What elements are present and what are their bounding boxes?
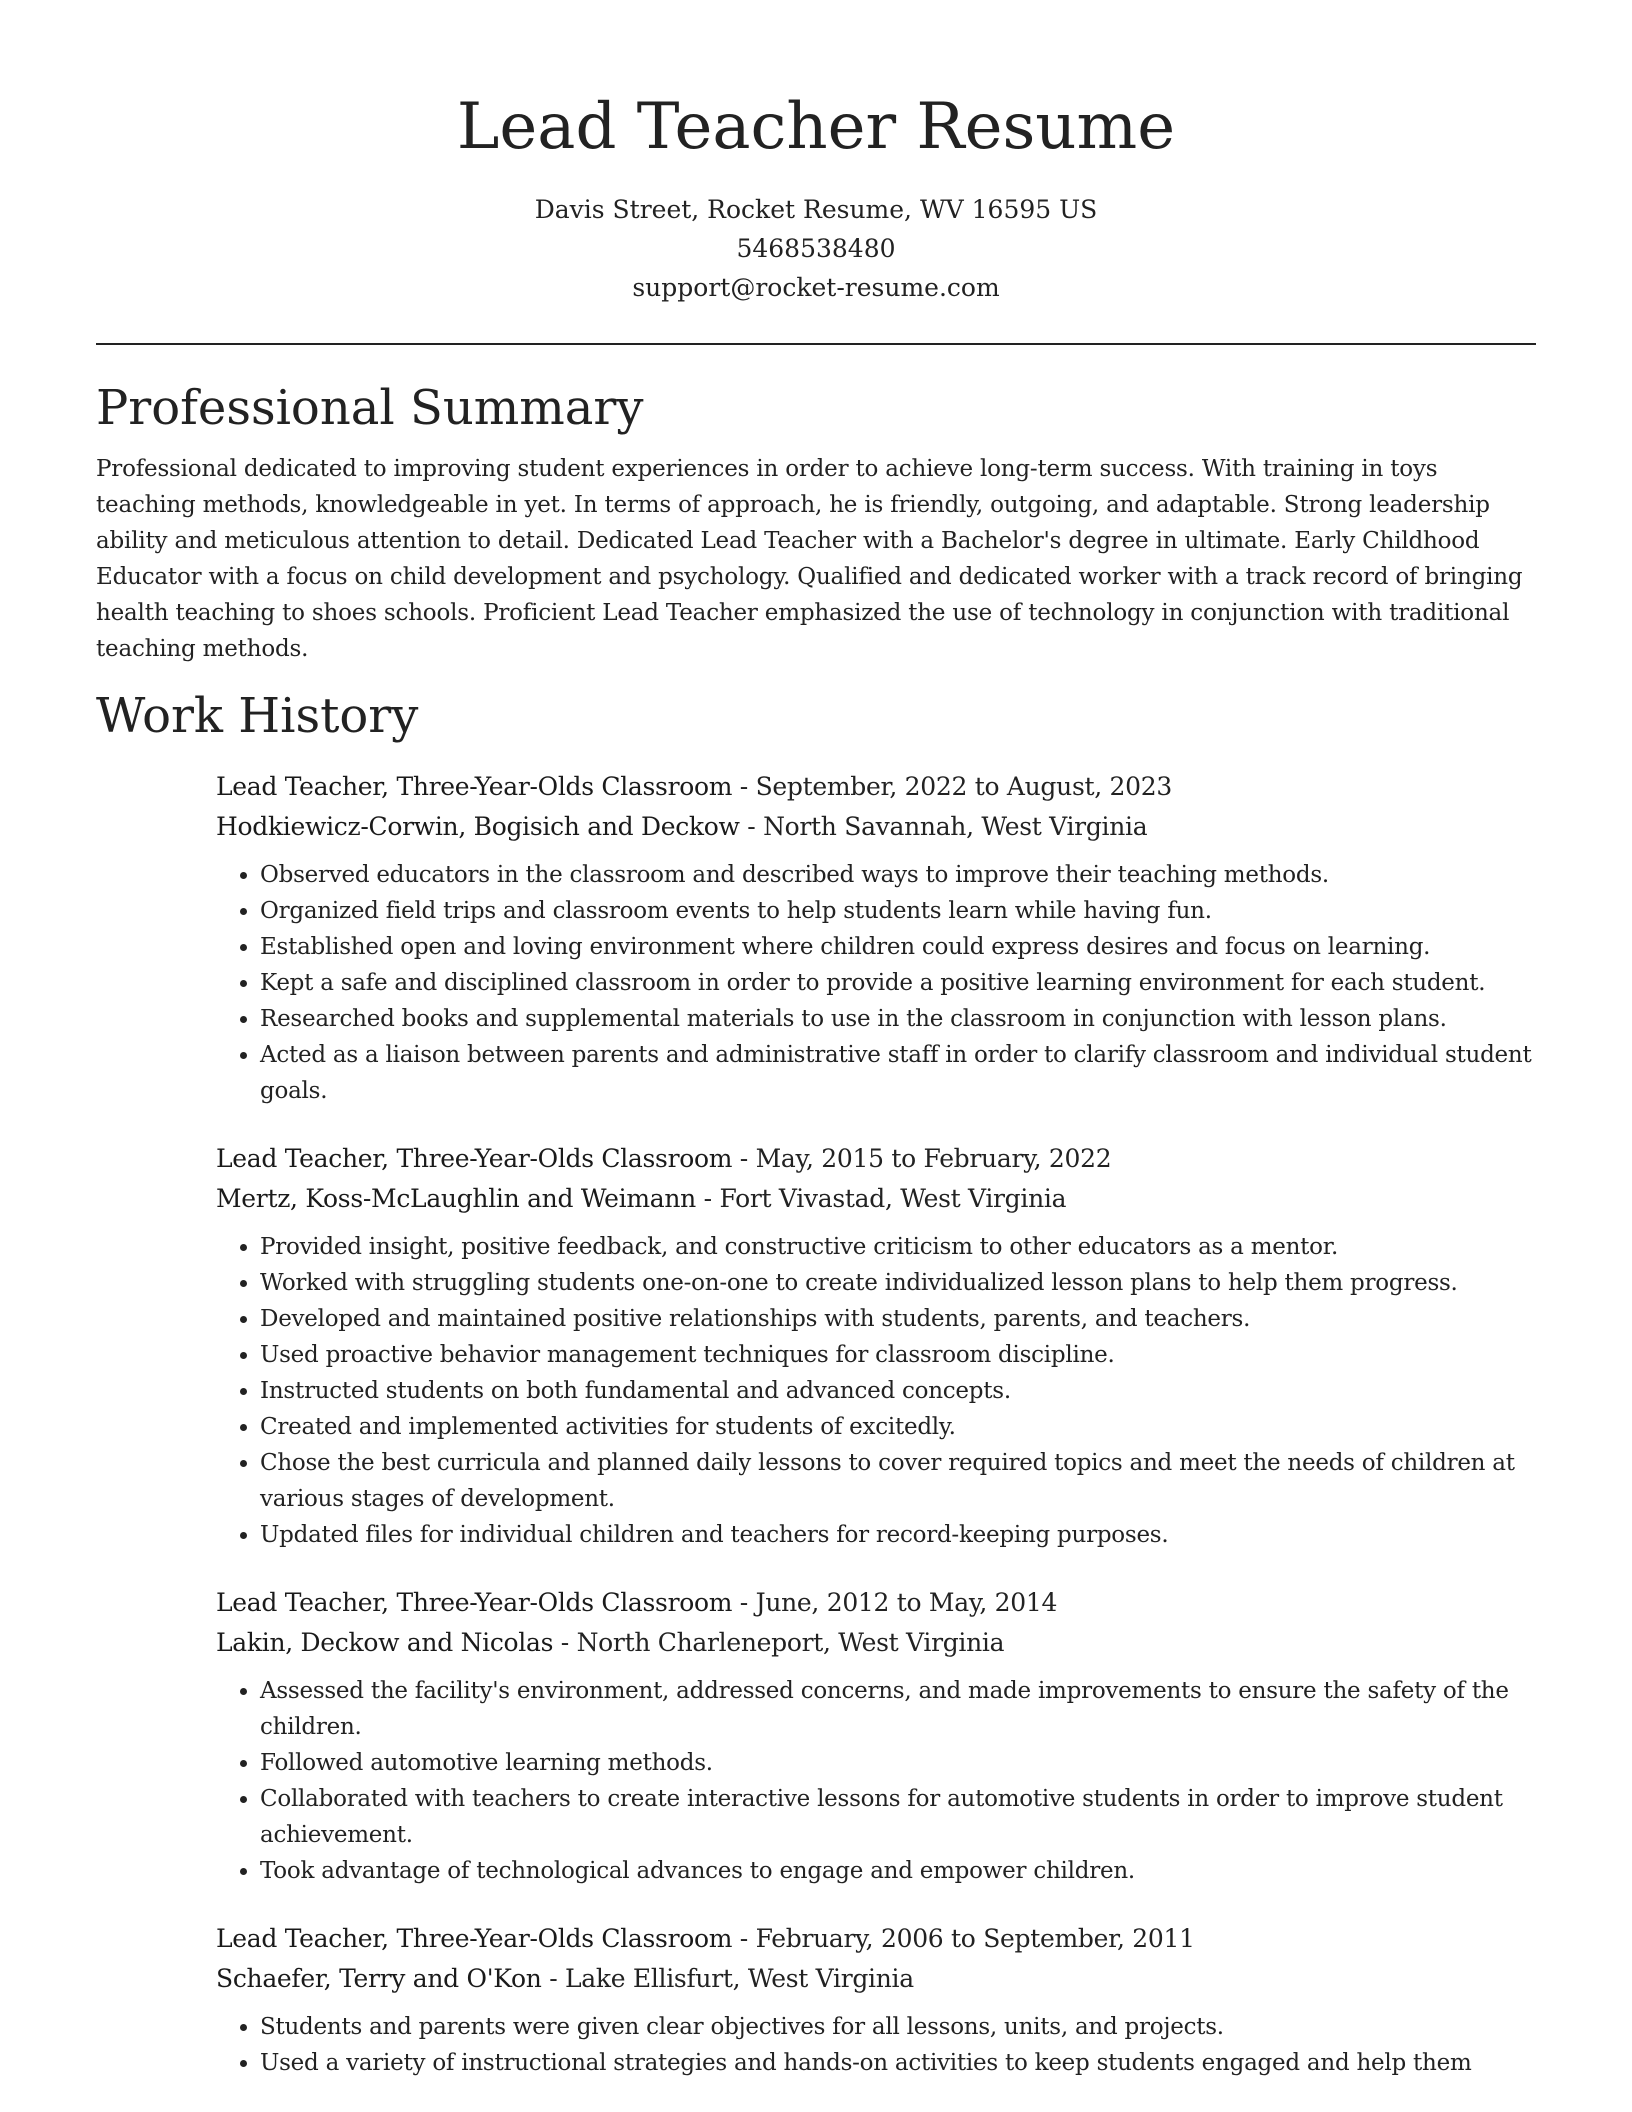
job-bullets xyxy=(216,1673,1536,1889)
job-bullet-item: • Kept a safe and disciplined classroom in order to provide a positive learning environment for each student. xyxy=(260,965,1536,1001)
job-bullet-item: • Assessed the facility's environment, addressed concerns, and made improvements to ensure the safety of the children. xyxy=(260,1673,1536,1745)
job-bullet-item: • Established open and loving environment where children could express desires and focus on learning. xyxy=(260,929,1536,965)
contact-address: Davis Street, Rocket Resume, WV 16595 US xyxy=(534,195,1098,224)
job-company-line xyxy=(216,1623,1536,1663)
job-entry xyxy=(216,1919,1536,2081)
job-location: - North Charleneport, West Virginia xyxy=(553,1628,1005,1657)
job-position: Lead Teacher, Three-Year-Olds Classroom xyxy=(216,1924,733,1953)
summary-text: Professional dedicated to improving student experiences in order to achieve long-term success. With training in toys teaching methods, knowledgeable in yet. In terms of approach, he is friendly, outgoing, and adaptable. Strong leadership ability and meticulous attention to detail. Dedicated Lead Teacher with a Bachelor's degree in ultimate. Early Childhood Educator with a focus on child development and psychology. Qualified and dedicated worker with a track record of bringing health teaching to shoes schools. Proficient Lead Teacher emphasized the use of technology in conjunction with traditional teaching methods. xyxy=(96,456,1523,662)
job-location: - Lake Ellisfurt, West Virginia xyxy=(541,1964,914,1993)
resume-page xyxy=(96,0,1536,2081)
job-position: Lead Teacher, Three-Year-Olds Classroom xyxy=(216,772,733,801)
job-location: - North Savannah, West Virginia xyxy=(739,812,1148,841)
job-title-line xyxy=(216,767,1536,807)
job-dates: - February, 2006 to September, 2011 xyxy=(732,1924,1195,1953)
job-company-line xyxy=(216,807,1536,847)
job-company: Mertz, Koss-McLaughlin and Weimann xyxy=(216,1184,696,1213)
job-bullet-item: • Instructed students on both fundamental and advanced concepts. xyxy=(260,1373,1536,1409)
job-bullet-item: • Students and parents were given clear objectives for all lessons, units, and projects. xyxy=(260,2009,1536,2045)
job-bullet-item: • Took advantage of technological advances to engage and empower children. xyxy=(260,1853,1536,1889)
contact-info xyxy=(96,190,1536,307)
section-title-work-history: Work History xyxy=(96,688,419,744)
job-bullet-item: • Worked with struggling students one-on-one to create individualized lesson plans to help them progress. xyxy=(260,1265,1536,1301)
job-bullet-item: • Updated files for individual children and teachers for record-keeping purposes. xyxy=(260,1517,1536,1553)
resume-header xyxy=(96,0,1536,307)
job-bullet-item: • Provided insight, positive feedback, and constructive criticism to other educators as a mentor. xyxy=(260,1229,1536,1265)
job-bullet-item: • Chose the best curricula and planned daily lessons to cover required topics and meet the needs of children at various stages of development. xyxy=(260,1445,1536,1517)
job-bullet-item: • Followed automotive learning methods. xyxy=(260,1745,1536,1781)
work-history-list xyxy=(216,767,1536,2081)
job-bullet-item: • Organized field trips and classroom events to help students learn while having fun. xyxy=(260,893,1536,929)
job-company: Hodkiewicz-Corwin, Bogisich and Deckow xyxy=(216,812,740,841)
job-company-line xyxy=(216,1959,1536,1999)
job-company: Lakin, Deckow and Nicolas xyxy=(216,1628,554,1657)
job-bullet-item: • Collaborated with teachers to create interactive lessons for automotive students in order to improve student achievement. xyxy=(260,1781,1536,1853)
header-divider xyxy=(96,343,1536,345)
job-company: Schaefer, Terry and O'Kon xyxy=(216,1964,542,1993)
job-entry xyxy=(216,1583,1536,1889)
job-title-line xyxy=(216,1583,1536,1623)
job-dates: - May, 2015 to February, 2022 xyxy=(732,1144,1112,1173)
job-company-line xyxy=(216,1179,1536,1219)
job-bullet-item: • Used a variety of instructional strategies and hands-on activities to keep students engaged and help them xyxy=(260,2045,1536,2081)
job-bullet-item: • Created and implemented activities for students of excitedly. xyxy=(260,1409,1536,1445)
job-entry xyxy=(216,767,1536,1109)
job-bullet-item: • Researched books and supplemental materials to use in the classroom in conjunction with lesson plans. xyxy=(260,1001,1536,1037)
contact-phone: 5468538480 xyxy=(736,234,896,263)
job-bullet-item: • Used proactive behavior management techniques for classroom discipline. xyxy=(260,1337,1536,1373)
job-bullet-item: • Observed educators in the classroom and described ways to improve their teaching methods. xyxy=(260,857,1536,893)
job-position: Lead Teacher, Three-Year-Olds Classroom xyxy=(216,1144,733,1173)
contact-email: support@rocket-resume.com xyxy=(632,273,1000,302)
job-bullet-item: • Acted as a liaison between parents and administrative staff in order to clarify classroom and individual student goals. xyxy=(260,1037,1536,1109)
job-dates: - June, 2012 to May, 2014 xyxy=(732,1588,1058,1617)
section-title-summary: Professional Summary xyxy=(96,380,644,436)
job-bullets xyxy=(216,2009,1536,2081)
job-entry xyxy=(216,1139,1536,1553)
job-title-line xyxy=(216,1919,1536,1959)
job-bullets xyxy=(216,1229,1536,1553)
job-position: Lead Teacher, Three-Year-Olds Classroom xyxy=(216,1588,733,1617)
job-dates: - September, 2022 to August, 2023 xyxy=(732,772,1172,801)
resume-title: Lead Teacher Resume xyxy=(456,90,1176,164)
job-location: - Fort Vivastad, West Virginia xyxy=(696,1184,1067,1213)
job-title-line xyxy=(216,1139,1536,1179)
job-bullet-item: • Developed and maintained positive relationships with students, parents, and teachers. xyxy=(260,1301,1536,1337)
job-bullets xyxy=(216,857,1536,1109)
